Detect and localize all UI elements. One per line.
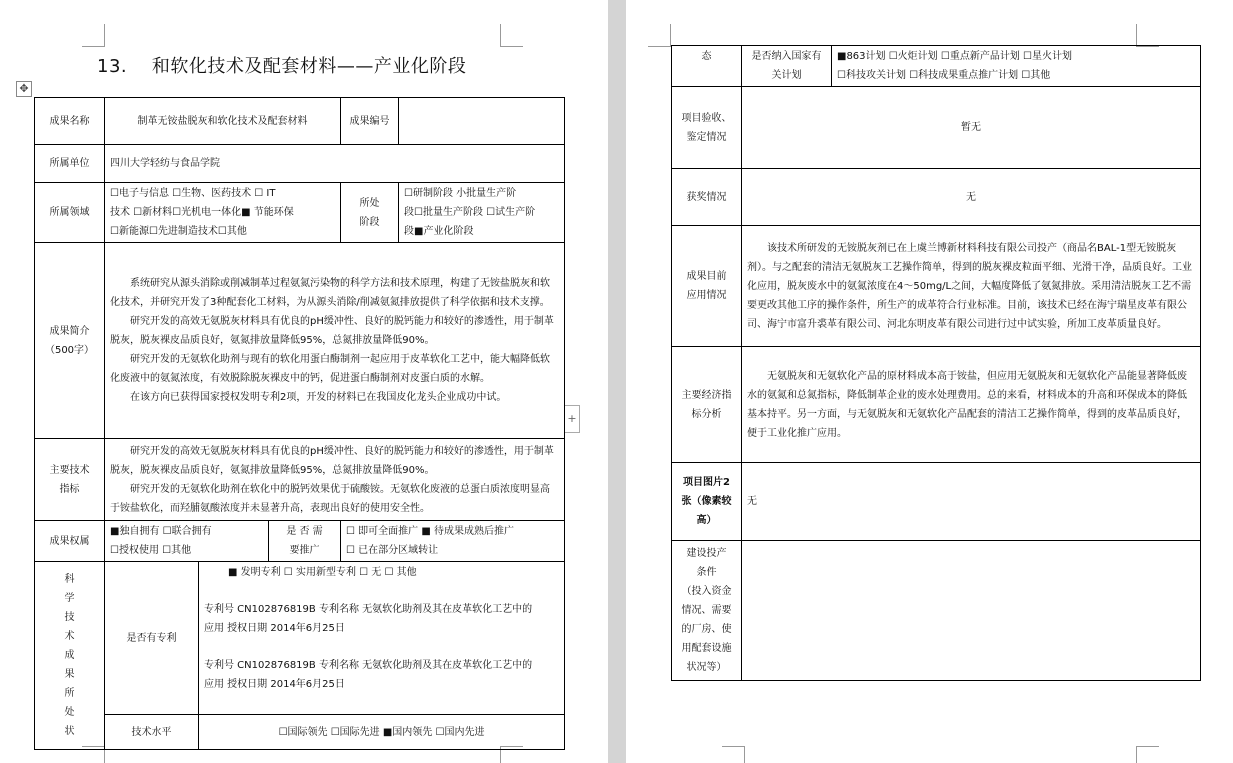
- rights-options-line: ■独自拥有 ☐联合拥有: [110, 526, 212, 537]
- spacer: [204, 582, 559, 600]
- tech-level-options[interactable]: ☐国际领先 ☐国际先进 ■国内领先 ☐国内先进: [199, 715, 565, 750]
- build-condition-label: [672, 541, 742, 681]
- rights-label: 成果权属: [35, 521, 105, 562]
- table-row: [672, 347, 1201, 463]
- add-row-icon[interactable]: +: [564, 405, 580, 433]
- award-label: 获奖情况: [672, 169, 742, 226]
- stage-label: [341, 183, 399, 243]
- build-condition-label-line: 条件: [696, 567, 717, 578]
- build-condition-label-line: 情况、需要: [681, 605, 732, 616]
- crop-mark: [82, 24, 105, 47]
- table-row: [35, 562, 565, 715]
- acceptance-label-line: 项目验收、: [681, 112, 732, 124]
- acceptance-label-line: 鉴定情况: [686, 131, 727, 143]
- national-plan-options[interactable]: [832, 46, 1201, 87]
- field-options[interactable]: [105, 183, 341, 243]
- economic-label: [672, 347, 742, 463]
- table-row: [672, 46, 1201, 87]
- indicators-label: [35, 439, 105, 521]
- intro-label: [35, 243, 105, 439]
- intro-text[interactable]: [105, 243, 565, 439]
- table-row: [35, 243, 565, 439]
- stage-label-line: 阶段: [359, 216, 380, 228]
- field-options-line: 技术 ☐新材料☐光机电一体化■ 节能环保: [110, 207, 294, 218]
- patent-label: 是否有专利: [105, 562, 199, 715]
- application-label-line: 应用情况: [686, 290, 727, 301]
- table-row: [35, 183, 565, 243]
- award-value[interactable]: 无: [742, 169, 1201, 226]
- intro-paragraph: 研究开发的高效无氨脱灰材料具有优良的pH缓冲性、良好的脱钙能力和较好的渗透性，用于制革脱灰，脱灰裸皮品质良好，氨氮排放量降低95%，总氮排放量降低90%。: [110, 316, 554, 346]
- patent-line: 应用 授权日期 2014年6月25日: [204, 679, 345, 690]
- table-row: [672, 87, 1201, 169]
- national-plan-label-line: 是否纳入国家有: [751, 51, 822, 62]
- promotion-options[interactable]: [341, 521, 565, 562]
- project-photo-value[interactable]: 无: [742, 463, 1201, 541]
- table-row: [35, 145, 565, 183]
- intro-paragraph: 在该方向已获得国家授权发明专利2项，开发的材料已在我国皮化龙头企业成功中试。: [130, 392, 507, 403]
- table-row: [35, 715, 565, 750]
- patent-line: 应用 授权日期 2014年6月25日: [204, 623, 345, 634]
- build-condition-label-line: 用配套设施: [681, 643, 732, 654]
- table-row: [672, 541, 1201, 681]
- project-photo-label-line: 项目图片2: [683, 477, 730, 488]
- intro-paragraph: 系统研究从源头消除或削减制革过程氨氮污染物的科学方法和技术原理，构建了无铵盐脱灰和软化技术，并研究开发了3种配套化工材料，为从源头消除/削减氨氮排放提供了科学依据和技术支撑。: [110, 278, 550, 308]
- page-title: 13. 和软化技术及配套材料——产业化阶段: [97, 56, 467, 77]
- patent-details[interactable]: [199, 562, 565, 715]
- patent-types: ■ 发明专利 ☐ 实用新型专利 ☐ 无 ☐ 其他: [228, 567, 417, 578]
- achievement-name-label: 成果名称: [35, 98, 105, 145]
- status-vertical-label: [35, 562, 105, 750]
- status-vertical-text: 科学技术成果所处状: [64, 574, 75, 737]
- indicators-paragraph: 研究开发的高效无氨脱灰材料具有优良的pH缓冲性、良好的脱钙能力和较好的渗透性，用于制革脱灰，脱灰裸皮品质良好，氨氮排放量降低95%，总氮排放量降低90%。: [110, 445, 554, 476]
- promotion-label-line: 是 否 需: [286, 526, 323, 537]
- intro-label-line: （500字）: [44, 344, 95, 356]
- national-plan-label: [742, 46, 832, 87]
- field-label: 所属领域: [35, 183, 105, 243]
- stage-options-line: ☐研制阶段 小批量生产阶: [404, 188, 517, 199]
- indicators-label-line: 指标: [59, 483, 80, 495]
- spacer: [204, 638, 559, 656]
- achievement-code-value[interactable]: [399, 98, 565, 145]
- document-page-2: [626, 0, 1233, 763]
- table-row: [35, 521, 565, 562]
- build-condition-label-line: （投入资金: [681, 586, 732, 597]
- national-plan-label-line: 关计划: [771, 70, 802, 81]
- economic-text[interactable]: [742, 347, 1201, 463]
- table-row: [672, 226, 1201, 347]
- rights-options[interactable]: [105, 521, 269, 562]
- application-label-line: 成果目前: [686, 271, 727, 282]
- build-condition-value[interactable]: [742, 541, 1201, 681]
- build-condition-label-line: 的厂房、使: [681, 624, 732, 635]
- project-photo-label-line: 高）: [696, 515, 717, 526]
- achievement-table-continued: [671, 45, 1201, 681]
- crop-mark: [648, 24, 671, 47]
- application-text[interactable]: [742, 226, 1201, 347]
- achievement-table: [34, 97, 565, 750]
- national-plan-line: ☐科技攻关计划 ☐科技成果重点推广计划 ☐其他: [837, 70, 1051, 81]
- stage-options-line: 段■产业化阶段: [404, 226, 474, 237]
- promotion-label-line: 要推广: [289, 545, 320, 556]
- economic-label-line: 标分析: [691, 408, 722, 420]
- table-row: [672, 463, 1201, 541]
- indicators-paragraph: 研究开发的无氨软化助剂在软化中的脱钙效果优于硫酸铵。无氨软化废液的总蛋白质浓度明显高于铵盐软化，而羟脯氨酸浓度并未显著升高，表现出良好的使用安全性。: [110, 483, 550, 514]
- status-label-tail: 态: [672, 46, 742, 87]
- intro-paragraph: 研究开发的无氨软化助剂与现有的软化用蛋白酶制剂一起应用于皮革软化工艺中，能大幅降低软化废液中的氨氮浓度，有效脱除脱灰裸皮中的钙，促进蛋白酶制剂对皮蛋白质的水解。: [110, 354, 550, 384]
- field-options-line: ☐电子与信息 ☐生物、医药技术 ☐ IT: [110, 188, 276, 199]
- build-condition-label-line: 状况等）: [686, 662, 727, 673]
- field-options-line: ☐新能源☐先进制造技术☐其他: [110, 226, 247, 237]
- build-condition-label-line: 建设投产: [686, 548, 727, 559]
- promotion-options-line: ☐ 即可全面推广 ■ 待成果成熟后推广: [346, 526, 514, 537]
- rights-options-line: ☐授权使用 ☐其他: [110, 545, 192, 556]
- economic-label-line: 主要经济指: [681, 389, 732, 401]
- patent-line: 专利号 CN102876819B 专利名称 无氨软化助剂及其在皮革软化工艺中的: [204, 660, 533, 671]
- table-row: [672, 169, 1201, 226]
- table-move-handle-icon[interactable]: ✥: [16, 81, 32, 97]
- table-row: [35, 98, 565, 145]
- tech-level-label: 技术水平: [105, 715, 199, 750]
- achievement-code-label: 成果编号: [341, 98, 399, 145]
- stage-options-line: 段☐批量生产阶段 ☐试生产阶: [404, 207, 536, 218]
- unit-label: 所属单位: [35, 145, 105, 183]
- indicators-text[interactable]: [105, 439, 565, 521]
- intro-label-line: 成果简介: [49, 325, 90, 337]
- unit-value[interactable]: 四川大学轻纺与食品学院: [105, 145, 565, 183]
- application-paragraph: 该技术所研发的无铵脱灰剂已在上虞兰博新材料科技有限公司投产（商品名BAL-1型无铵脱灰剂）。与之配套的清洁无氨脱灰工艺操作简单，得到的脱灰裸皮粒面平细、光滑干净，品质良好。工业化应用，脱灰废水中的氨氮浓度在4～50mg/L之间，大幅度降低了氨氮排放。采用清洁脱灰工艺不需要更改其他工序的操作条件，所生产的成革符合行业标准。目前，该技术已经在海宁瑞星皮革有限公司、海宁市富升裘革有限公司、河北东明皮革有限公司进行过中试实验，所加工皮革质量良好。: [747, 242, 1192, 330]
- application-label: [672, 226, 742, 347]
- crop-mark: [1136, 24, 1159, 47]
- project-photo-label-line: 张（像素较: [681, 496, 732, 507]
- promotion-label: [269, 521, 341, 562]
- promotion-options-line: ☐ 已在部分区域转让: [346, 545, 439, 556]
- crop-mark: [722, 746, 745, 763]
- project-photo-label: [672, 463, 742, 541]
- stage-options[interactable]: [399, 183, 565, 243]
- table-row: [35, 439, 565, 521]
- crop-mark: [500, 24, 523, 47]
- national-plan-line: ■863计划 ☐火炬计划 ☐重点新产品计划 ☐星火计划: [837, 51, 1072, 62]
- economic-paragraph: 无氨脱灰和无氨软化产品的原材料成本高于铵盐，但应用无氨脱灰和无氨软化产品能显著降低废水的氨氮和总氮指标，降低制革企业的废水处理费用。总的来看，材料成本的升高和环保成本的降低基本持平。另一方面，与无氨脱灰和无氨软化产品配套的清洁工艺操作简单，得到的皮革品质良好，便于工业化推广应用。: [747, 370, 1187, 439]
- patent-line: 专利号 CN102876819B 专利名称 无氨软化助剂及其在皮革软化工艺中的: [204, 604, 533, 615]
- stage-label-line: 所处: [359, 197, 380, 209]
- indicators-label-line: 主要技术: [49, 464, 90, 476]
- acceptance-label: [672, 87, 742, 169]
- crop-mark: [1136, 746, 1159, 763]
- acceptance-value[interactable]: 暂无: [742, 87, 1201, 169]
- document-page-1: [0, 0, 608, 763]
- achievement-name-value[interactable]: 制革无铵盐脱灰和软化技术及配套材料: [105, 98, 341, 145]
